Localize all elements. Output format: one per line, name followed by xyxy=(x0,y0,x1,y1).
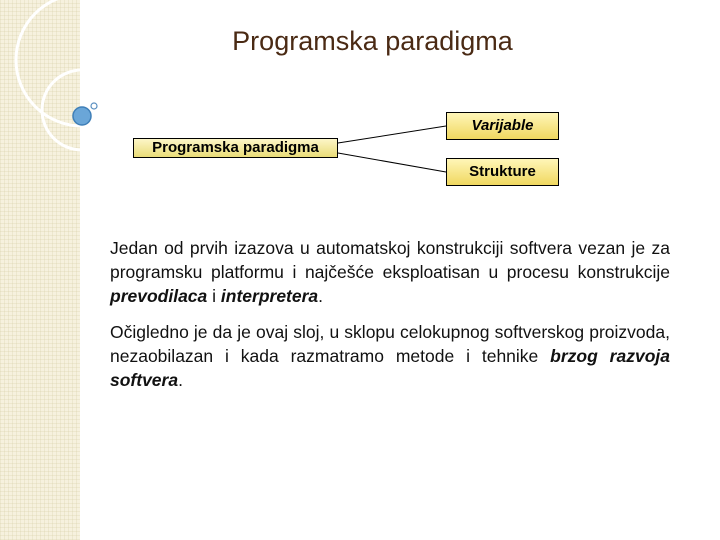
paragraph-2 xyxy=(110,320,670,392)
emphasis-interpretera: interpretera xyxy=(220,286,319,306)
diagram-root-box: Programska paradigma xyxy=(133,138,338,158)
diagram-child-varijable: Varijable xyxy=(446,112,559,140)
emphasis-brzog-razvoja: brzog razvoja softvera xyxy=(110,346,670,390)
paragraph-1-text-a: Jedan od prvih izazova u automatskoj konstrukciji softvera vezan je za programsku platformu i najčešće eksploatisan u procesu konstrukcije xyxy=(110,238,670,282)
connector-to-strukture xyxy=(338,153,446,172)
paragraph-1 xyxy=(110,236,670,308)
paragraph-1-text-c: . xyxy=(318,286,324,306)
emphasis-prevodilaca: prevodilaca xyxy=(110,286,208,306)
slide-title: Programska paradigma xyxy=(232,26,513,56)
paragraph-1-text-b: i xyxy=(207,286,221,306)
connector-to-varijable xyxy=(338,126,446,143)
paragraph-2-text-b: . xyxy=(178,370,183,390)
paragraph-2-text-a: Očigledno je da je ovaj sloj, u sklopu celokupnog softverskog proizvoda, nezaobilazan i kada razmatramo metode i tehnike xyxy=(110,322,670,366)
diagram-child-strukture: Strukture xyxy=(446,158,559,186)
